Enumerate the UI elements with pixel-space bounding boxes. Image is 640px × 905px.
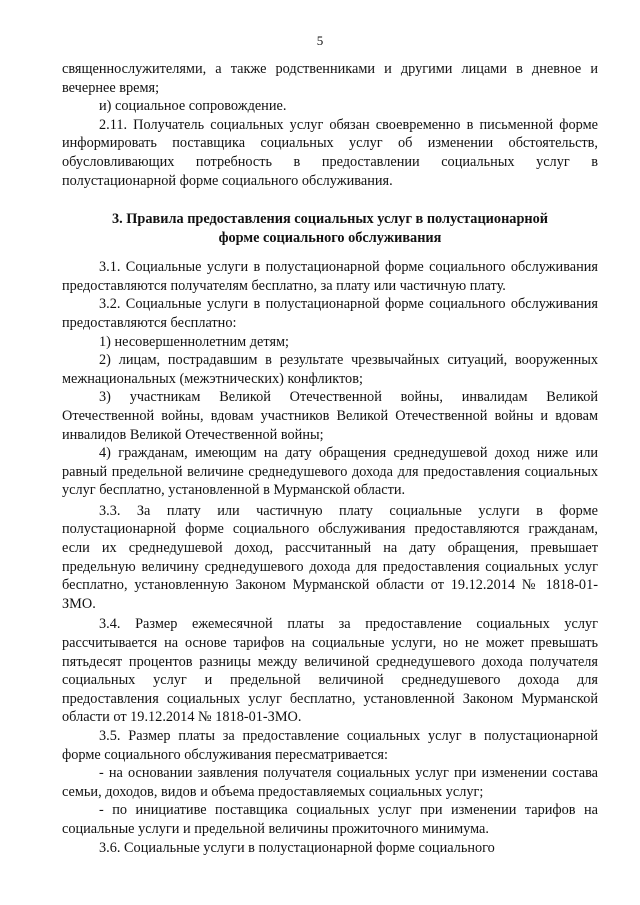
list-item: 2) лицам, пострадавшим в результате чрезвычайных ситуаций, вооруженных межнациональных (межэтнических) конфликтов; — [62, 352, 598, 387]
list-item: - по инициативе поставщика социальных услуг при изменении тарифов на социальные услуги и предельной величины прожиточного минимума. — [62, 802, 598, 837]
list-item: 3) участникам Великой Отечественной войны, инвалидам Великой Отечественной войны, вдовам участников Великой Отечественной войны и вдовам инвалидов Великой Отечественной войны; — [62, 389, 598, 443]
paragraph: 3.6. Социальные услуги в полустационарной форме социального — [99, 839, 495, 856]
section-heading — [62, 210, 598, 248]
paragraph: священнослужителями, а также родственниками и другими лицами в дневное и вечернее время; — [62, 61, 598, 96]
section-heading-line: 3. Правила предоставления социальных услуг в полустационарной — [111, 211, 549, 228]
paragraph: 3.5. Размер платы за предоставление социальных услуг в полустационарной форме социального обслуживания пересматривается: — [62, 728, 598, 763]
document-body — [62, 60, 598, 857]
list-item: 4) гражданам, имеющим на дату обращения среднедушевой доход ниже или равный предельной величине среднедушевого дохода для предоставления социальных услуг бесплатно, установленной в Мурманской области. — [62, 445, 598, 499]
list-item: 1) несовершеннолетним детям; — [99, 333, 290, 350]
paragraph: и) социальное сопровождение. — [99, 98, 287, 115]
paragraph: 3.1. Социальные услуги в полустационарной форме социального обслуживания предоставляются получателям бесплатно, за плату или частичную плату. — [62, 259, 598, 294]
paragraph: 2.11. Получатель социальных услуг обязан своевременно в письменной форме информировать поставщика социальных услуг об изменении обстоятельств, обусловливающих потребность в предоставлении социальных услуг в полустационарной форме социального обслуживания. — [62, 116, 598, 189]
paragraph: 3.4. Размер ежемесячной платы за предоставление социальных услуг рассчитывается на основе тарифов на социальные услуги, но не может превышать пятьдесят процентов разницы между величиной среднедушевого дохода получателя социальных услуг и предельной величиной среднедушевого дохода для предоставления социальных услуг бесплатно, установленной Законом Мурманской области от 19.12.2014 № 1818-01-ЗМО. — [62, 616, 598, 726]
list-item: - на основании заявления получателя социальных услуг при изменении состава семьи, доходов, видов и объема предоставляемых социальных услуг; — [62, 765, 598, 800]
paragraph: 3.2. Социальные услуги в полустационарной форме социального обслуживания предоставляются бесплатно: — [62, 296, 598, 331]
section-heading-line: форме социального обслуживания — [218, 230, 442, 247]
page-number: 5 — [316, 33, 324, 48]
paragraph: 3.3. За плату или частичную плату социальные услуги в форме полустационарной форме социального обслуживания предоставляются гражданам, если их среднедушевой доход, рассчитанный на дату обращения, превышает предельную величину среднедушевого дохода для предоставления социальных услуг бесплатно, установленную Законом Мурманской области от 19.12.2014 № 1818-01-ЗМО. — [62, 502, 598, 612]
